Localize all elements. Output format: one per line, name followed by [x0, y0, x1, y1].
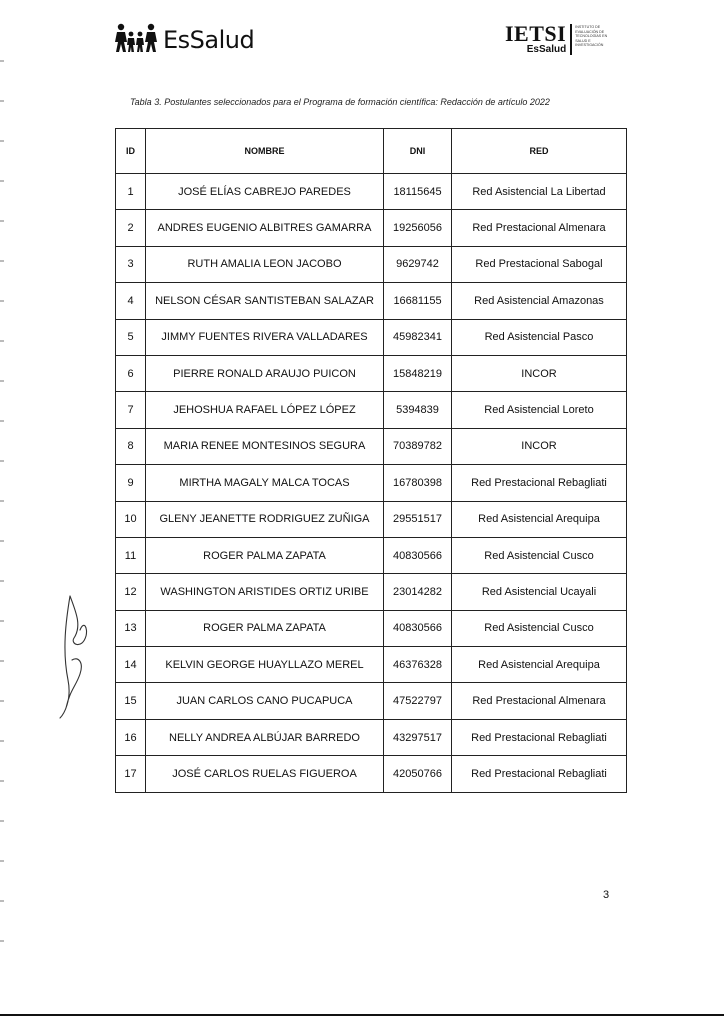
cell-nombre: NELSON CÉSAR SANTISTEBAN SALAZAR: [146, 283, 384, 319]
cell-id: 10: [116, 501, 146, 537]
table-row: [116, 355, 627, 391]
table-row: [116, 283, 627, 319]
cell-nombre: ANDRES EUGENIO ALBITRES GAMARRA: [146, 210, 384, 246]
cell-dni: 46376328: [384, 647, 452, 683]
ietsi-logo: [505, 21, 619, 55]
scan-bottom-edge: [0, 1014, 724, 1016]
cell-nombre: MARIA RENEE MONTESINOS SEGURA: [146, 428, 384, 464]
cell-id: 4: [116, 283, 146, 319]
cell-red: Red Prestacional Almenara: [452, 210, 627, 246]
table-row: [116, 574, 627, 610]
cell-id: 8: [116, 428, 146, 464]
table-row: [116, 174, 627, 210]
cell-id: 14: [116, 647, 146, 683]
cell-id: 3: [116, 246, 146, 282]
table-header-row: [116, 129, 627, 174]
cell-nombre: ROGER PALMA ZAPATA: [146, 537, 384, 573]
cell-dni: 23014282: [384, 574, 452, 610]
cell-dni: 15848219: [384, 355, 452, 391]
table-row: [116, 428, 627, 464]
page-number: 3: [603, 889, 610, 901]
cell-red: Red Asistencial Cusco: [452, 537, 627, 573]
cell-red: INCOR: [452, 355, 627, 391]
cell-dni: 70389782: [384, 428, 452, 464]
cell-red: Red Prestacional Rebagliati: [452, 465, 627, 501]
cell-red: Red Asistencial Ucayali: [452, 574, 627, 610]
column-header-nombre: NOMBRE: [146, 129, 384, 174]
cell-red: Red Asistencial Arequipa: [452, 647, 627, 683]
cell-id: 1: [116, 174, 146, 210]
family-figures-icon: [114, 22, 160, 52]
cell-nombre: JEHOSHUA RAFAEL LÓPEZ LÓPEZ: [146, 392, 384, 428]
cell-nombre: NELLY ANDREA ALBÚJAR BARREDO: [146, 719, 384, 755]
cell-dni: 16681155: [384, 283, 452, 319]
cell-id: 7: [116, 392, 146, 428]
cell-dni: 40830566: [384, 537, 452, 573]
table-row: [116, 210, 627, 246]
table-row: [116, 392, 627, 428]
table-row: [116, 465, 627, 501]
table-row: [116, 610, 627, 646]
ietsi-side-text: INSTITUTO DE EVALUACIÓN DE TECNOLOGÍAS EN SALUD E INVESTIGACIÓN: [575, 25, 608, 48]
cell-red: Red Asistencial Arequipa: [452, 501, 627, 537]
cell-red: Red Asistencial Pasco: [452, 319, 627, 355]
scan-margin-marks: [0, 60, 4, 960]
cell-red: Red Prestacional Rebagliati: [452, 756, 627, 792]
cell-id: 5: [116, 319, 146, 355]
cell-red: Red Prestacional Almenara: [452, 683, 627, 719]
cell-id: 9: [116, 465, 146, 501]
cell-red: Red Asistencial La Libertad: [452, 174, 627, 210]
column-header-id: ID: [116, 129, 146, 174]
cell-red: Red Prestacional Sabogal: [452, 246, 627, 282]
ietsi-essalud-label: EsSalud: [526, 44, 567, 55]
table-body: [116, 174, 627, 793]
column-header-red: RED: [452, 129, 627, 174]
selected-applicants-table: [115, 128, 627, 793]
cell-dni: 40830566: [384, 610, 452, 646]
cell-dni: 43297517: [384, 719, 452, 755]
handwritten-signature: [52, 590, 96, 720]
cell-nombre: JIMMY FUENTES RIVERA VALLADARES: [146, 319, 384, 355]
cell-id: 12: [116, 574, 146, 610]
cell-nombre: JUAN CARLOS CANO PUCAPUCA: [146, 683, 384, 719]
cell-dni: 5394839: [384, 392, 452, 428]
cell-nombre: JOSÉ ELÍAS CABREJO PAREDES: [146, 174, 384, 210]
cell-nombre: MIRTHA MAGALY MALCA TOCAS: [146, 465, 384, 501]
cell-red: Red Prestacional Rebagliati: [452, 719, 627, 755]
table-row: [116, 683, 627, 719]
cell-dni: 29551517: [384, 501, 452, 537]
cell-id: 15: [116, 683, 146, 719]
ietsi-wordmark: IETSI: [505, 21, 567, 46]
table-caption: Tabla 3. Postulantes seleccionados para el Programa de formación científica: Redacción de artículo 2022: [130, 97, 550, 107]
cell-red: Red Asistencial Amazonas: [452, 283, 627, 319]
cell-dni: 16780398: [384, 465, 452, 501]
cell-dni: 45982341: [384, 319, 452, 355]
cell-nombre: WASHINGTON ARISTIDES ORTIZ URIBE: [146, 574, 384, 610]
table-row: [116, 537, 627, 573]
column-header-dni: DNI: [384, 129, 452, 174]
cell-dni: 42050766: [384, 756, 452, 792]
cell-id: 16: [116, 719, 146, 755]
cell-red: Red Asistencial Loreto: [452, 392, 627, 428]
cell-nombre: ROGER PALMA ZAPATA: [146, 610, 384, 646]
table-row: [116, 501, 627, 537]
table-row: [116, 647, 627, 683]
cell-id: 11: [116, 537, 146, 573]
cell-red: Red Asistencial Cusco: [452, 610, 627, 646]
cell-id: 17: [116, 756, 146, 792]
cell-nombre: GLENY JEANETTE RODRIGUEZ ZUÑIGA: [146, 501, 384, 537]
essalud-wordmark: EsSalud: [163, 26, 255, 54]
cell-id: 2: [116, 210, 146, 246]
table-row: [116, 719, 627, 755]
cell-dni: 47522797: [384, 683, 452, 719]
cell-red: INCOR: [452, 428, 627, 464]
essalud-logo: [114, 22, 254, 52]
cell-nombre: JOSÉ CARLOS RUELAS FIGUEROA: [146, 756, 384, 792]
cell-nombre: PIERRE RONALD ARAUJO PUICON: [146, 355, 384, 391]
cell-id: 6: [116, 355, 146, 391]
cell-id: 13: [116, 610, 146, 646]
cell-dni: 19256056: [384, 210, 452, 246]
table-row: [116, 319, 627, 355]
cell-nombre: RUTH AMALIA LEON JACOBO: [146, 246, 384, 282]
cell-dni: 9629742: [384, 246, 452, 282]
table-row: [116, 756, 627, 792]
table-row: [116, 246, 627, 282]
cell-nombre: KELVIN GEORGE HUAYLLAZO MEREL: [146, 647, 384, 683]
cell-dni: 18115645: [384, 174, 452, 210]
